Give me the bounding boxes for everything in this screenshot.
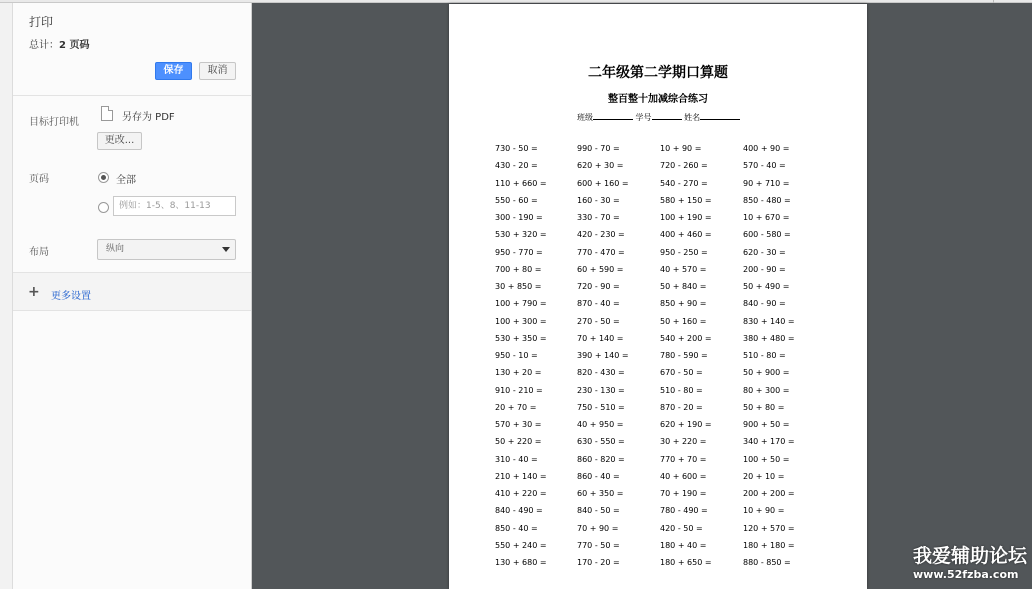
problem-cell: 580 + 150 = [660, 195, 712, 205]
problem-cell: 50 + 160 = [660, 316, 707, 326]
problem-row [495, 192, 825, 209]
problem-cell: 390 + 140 = [577, 351, 629, 360]
problem-row [495, 364, 825, 381]
problem-cell: 100 + 190 = [660, 213, 712, 222]
problem-cell: 950 - 10 = [495, 351, 538, 360]
more-settings-link[interactable]: 更多设置 [51, 291, 91, 302]
document-icon [101, 106, 113, 121]
problem-cell: 870 - 40 = [577, 299, 620, 309]
problem-cell: 600 + 160 = [577, 178, 629, 188]
problem-cell: 200 + 200 = [743, 489, 795, 498]
problem-cell: 620 + 30 = [577, 161, 624, 171]
problem-cell: 820 - 430 = [577, 368, 625, 378]
problem-cell: 20 + 70 = [495, 402, 537, 412]
problem-cell: 180 + 650 = [660, 558, 712, 567]
problem-row [495, 399, 825, 416]
pages-all-label[interactable]: 全部 [116, 175, 136, 186]
problem-cell: 780 - 490 = [660, 506, 708, 516]
blank-line [593, 112, 633, 120]
problem-row [495, 433, 825, 450]
problem-cell: 700 + 80 = [495, 264, 542, 274]
problem-cell: 40 + 570 = [660, 264, 707, 274]
problem-cell: 570 + 30 = [495, 420, 542, 429]
problem-cell: 510 - 80 = [660, 385, 703, 395]
problem-cell: 840 - 490 = [495, 506, 543, 516]
problem-cell: 420 - 230 = [577, 230, 625, 240]
problem-row [495, 554, 825, 571]
problem-row [495, 451, 825, 468]
problem-cell: 200 - 90 = [743, 264, 786, 274]
problem-cell: 850 - 480 = [743, 195, 791, 205]
problem-cell: 670 - 50 = [660, 368, 703, 378]
arithmetic-grid [495, 140, 825, 571]
pages-label: 页码 [29, 174, 49, 185]
problem-cell: 770 + 70 = [660, 454, 707, 464]
problem-cell: 630 - 550 = [577, 437, 625, 447]
problem-cell: 870 - 20 = [660, 402, 703, 412]
problem-cell: 130 + 680 = [495, 558, 547, 567]
problem-row [495, 244, 825, 261]
page-preview [449, 4, 867, 589]
problem-row [495, 226, 825, 243]
field-id: 学号 [635, 113, 652, 122]
problem-cell: 120 + 570 = [743, 523, 795, 533]
problem-cell: 550 + 240 = [495, 540, 547, 550]
change-destination-button[interactable]: 更改... [97, 132, 142, 150]
problem-cell: 570 - 40 = [743, 161, 786, 171]
save-button[interactable]: 保存 [155, 62, 192, 80]
problem-row [495, 347, 825, 364]
problem-cell: 380 + 480 = [743, 333, 795, 343]
problem-cell: 50 + 80 = [743, 402, 785, 412]
problem-cell: 100 + 790 = [495, 299, 547, 309]
problem-cell: 400 + 460 = [660, 230, 712, 240]
problem-cell: 10 + 90 = [743, 506, 785, 516]
document-subtitle: 整百整十加减综合练习 [608, 94, 708, 105]
problem-cell: 910 - 210 = [495, 385, 543, 395]
problem-cell: 160 - 30 = [577, 195, 620, 205]
chevron-down-icon [222, 247, 230, 252]
problem-cell: 840 - 90 = [743, 299, 786, 309]
problem-cell: 550 - 60 = [495, 195, 538, 205]
problem-cell: 720 - 90 = [577, 282, 620, 291]
problem-cell: 50 + 220 = [495, 437, 542, 447]
problem-cell: 600 - 580 = [743, 230, 791, 240]
print-title: 打印 [29, 15, 54, 29]
problem-cell: 990 - 70 = [577, 144, 620, 153]
problem-cell: 770 - 50 = [577, 540, 620, 550]
problem-cell: 180 + 40 = [660, 540, 707, 550]
problem-cell: 300 - 190 = [495, 213, 543, 222]
left-gutter [0, 3, 13, 589]
problem-cell: 60 + 350 = [577, 489, 624, 498]
problem-cell: 40 + 600 = [660, 471, 707, 481]
problem-cell: 100 + 300 = [495, 316, 547, 326]
blank-line [700, 112, 740, 120]
problem-cell: 620 - 30 = [743, 247, 786, 257]
problem-cell: 420 - 50 = [660, 523, 703, 533]
problem-row [495, 520, 825, 537]
problem-cell: 950 - 770 = [495, 247, 543, 257]
student-info-fields [577, 112, 740, 123]
problem-cell: 330 - 70 = [577, 213, 620, 222]
watermark-url: www.52fzba.com [913, 568, 1019, 581]
problem-cell: 860 - 820 = [577, 454, 625, 464]
problem-cell: 850 - 40 = [495, 523, 538, 533]
problem-cell: 620 + 190 = [660, 420, 712, 429]
problem-row [495, 502, 825, 519]
layout-selected-value: 纵向 [106, 244, 125, 254]
problem-cell: 730 - 50 = [495, 144, 538, 153]
problem-cell: 400 + 90 = [743, 144, 790, 153]
problem-cell: 310 - 40 = [495, 454, 538, 464]
problem-row [495, 468, 825, 485]
problem-cell: 900 + 50 = [743, 420, 790, 429]
problem-row [495, 278, 825, 295]
problem-row [495, 313, 825, 330]
problem-cell: 860 - 40 = [577, 471, 620, 481]
problem-row [495, 157, 825, 174]
print-settings-sidebar [13, 3, 252, 589]
destination-name: 另存为 PDF [122, 112, 175, 123]
problem-cell: 430 - 20 = [495, 161, 538, 171]
more-settings-row[interactable] [13, 272, 251, 311]
watermark-text: 我爱辅助论坛 [913, 545, 1028, 567]
layout-label: 布局 [29, 247, 49, 258]
problem-cell: 340 + 170 = [743, 437, 795, 447]
problem-cell: 10 + 90 = [660, 144, 702, 153]
blank-line [652, 112, 682, 120]
problem-cell: 70 + 140 = [577, 333, 624, 343]
problem-cell: 210 + 140 = [495, 471, 547, 481]
problem-row [495, 382, 825, 399]
problem-row [495, 416, 825, 433]
problem-row [495, 537, 825, 554]
problem-row [495, 140, 825, 157]
problem-cell: 70 + 90 = [577, 523, 619, 533]
problem-cell: 780 - 590 = [660, 351, 708, 360]
problem-row [495, 209, 825, 226]
plus-icon: + [28, 284, 40, 300]
problem-row [495, 295, 825, 312]
problem-cell: 50 + 840 = [660, 282, 707, 291]
problem-cell: 540 - 270 = [660, 178, 708, 188]
problem-cell: 40 + 950 = [577, 420, 624, 429]
divider [13, 95, 251, 96]
problem-cell: 750 - 510 = [577, 402, 625, 412]
layout-select[interactable] [97, 239, 236, 260]
problem-cell: 60 + 590 = [577, 264, 624, 274]
problem-cell: 540 + 200 = [660, 333, 712, 343]
problem-cell: 110 + 660 = [495, 178, 547, 188]
pages-custom-input[interactable]: 例如：1-5、8、11-13 [113, 196, 236, 216]
problem-cell: 410 + 220 = [495, 489, 547, 498]
destination-label: 目标打印机 [29, 117, 79, 128]
divider [993, 0, 994, 3]
problem-cell: 100 + 50 = [743, 454, 790, 464]
problem-cell: 130 + 20 = [495, 368, 542, 378]
problem-cell: 30 + 850 = [495, 282, 542, 291]
problem-cell: 30 + 220 = [660, 437, 707, 447]
problem-cell: 880 - 850 = [743, 558, 791, 567]
problem-cell: 840 - 50 = [577, 506, 620, 516]
summary-value: 2 页码 [59, 40, 90, 51]
summary-label: 总计： [29, 40, 59, 51]
problem-row [495, 175, 825, 192]
problem-cell: 80 + 300 = [743, 385, 790, 395]
problem-cell: 50 + 900 = [743, 368, 790, 378]
cancel-button[interactable]: 取消 [199, 62, 236, 80]
problem-cell: 230 - 130 = [577, 385, 625, 395]
field-class: 班级 [577, 113, 593, 122]
problem-cell: 530 + 320 = [495, 230, 547, 240]
problem-cell: 50 + 490 = [743, 282, 790, 291]
pages-all-radio[interactable] [98, 172, 109, 183]
problem-cell: 530 + 350 = [495, 333, 547, 343]
pages-custom-radio[interactable] [98, 202, 109, 213]
field-name: 姓名 [684, 113, 701, 122]
problem-row [495, 485, 825, 502]
problem-cell: 850 + 90 = [660, 299, 707, 309]
problem-cell: 10 + 670 = [743, 213, 790, 222]
problem-cell: 770 - 470 = [577, 247, 625, 257]
problem-cell: 270 - 50 = [577, 316, 620, 326]
problem-cell: 950 - 250 = [660, 247, 708, 257]
page-summary [29, 36, 89, 51]
document-title: 二年级第二学期口算题 [588, 65, 728, 81]
problem-row [495, 261, 825, 278]
problem-cell: 90 + 710 = [743, 178, 790, 188]
problem-row [495, 330, 825, 347]
problem-cell: 830 + 140 = [743, 316, 795, 326]
problem-cell: 180 + 180 = [743, 540, 795, 550]
problem-cell: 70 + 190 = [660, 489, 707, 498]
problem-cell: 170 - 20 = [577, 558, 620, 567]
problem-cell: 510 - 80 = [743, 351, 786, 360]
problem-cell: 720 - 260 = [660, 161, 708, 171]
problem-cell: 20 + 10 = [743, 471, 785, 481]
